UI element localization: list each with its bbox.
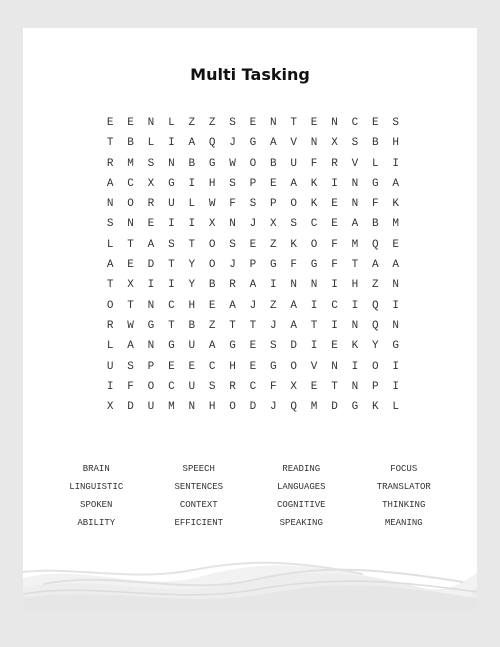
grid-cell: K xyxy=(310,177,318,190)
grid-cell: D xyxy=(147,259,155,272)
grid-cell: L xyxy=(392,401,399,414)
grid-cell: I xyxy=(392,299,399,312)
grid-cell: A xyxy=(371,259,379,272)
grid-cell: O xyxy=(127,198,134,211)
grid-cell: I xyxy=(106,380,114,393)
grid-cell: I xyxy=(310,340,318,353)
grid-cell: Q xyxy=(290,401,298,414)
grid-cell: J xyxy=(229,259,236,272)
grid-cell: N xyxy=(310,279,318,292)
grid-row xyxy=(100,397,406,417)
grid-cell: P xyxy=(270,198,277,211)
grid-cell: L xyxy=(168,117,175,129)
grid-cell: F xyxy=(371,198,379,211)
grid-cell: B xyxy=(188,319,196,332)
grid-cell: G xyxy=(351,401,359,414)
word-list-item: EFFICIENT xyxy=(174,518,224,528)
grid-row xyxy=(100,357,406,377)
grid-cell: G xyxy=(310,259,318,272)
grid-cell: B xyxy=(371,218,379,231)
grid-cell: R xyxy=(106,157,114,170)
grid-cell: A xyxy=(229,299,236,312)
grid-cell: I xyxy=(168,137,175,150)
grid-cell: X xyxy=(290,380,298,393)
grid-cell: N xyxy=(351,198,359,211)
grid-cell: E xyxy=(127,259,134,272)
grid-cell: F xyxy=(270,380,277,393)
grid-cell: V xyxy=(290,137,298,150)
grid-cell: E xyxy=(249,360,257,373)
word-list-item: SPEAKING xyxy=(279,518,323,528)
page-title: Multi Tasking xyxy=(190,65,310,84)
grid-cell: N xyxy=(392,319,399,332)
grid-cell: E xyxy=(331,218,338,231)
word-list-item: COGNITIVE xyxy=(276,500,326,510)
grid-cell: Y xyxy=(188,279,196,292)
grid-cell: E xyxy=(208,299,216,312)
grid-cell: D xyxy=(290,340,298,353)
word-list-item: SENTENCES xyxy=(174,482,224,492)
grid-cell: S xyxy=(229,238,236,251)
grid-cell: J xyxy=(249,218,257,231)
grid-cell: U xyxy=(290,157,298,170)
grid-cell: N xyxy=(351,380,359,393)
grid-cell: I xyxy=(351,360,359,373)
grid-cell: B xyxy=(127,137,134,150)
grid-cell: E xyxy=(188,360,196,373)
grid-cell: E xyxy=(168,360,175,373)
grid-cell: N xyxy=(168,157,175,170)
grid-cell: G xyxy=(270,259,277,272)
grid-cell: P xyxy=(249,259,257,272)
grid-cell: N xyxy=(188,401,196,414)
grid-cell: E xyxy=(249,117,257,129)
grid-cell: G xyxy=(270,360,277,373)
word-list-item: THINKING xyxy=(382,500,426,510)
grid-cell: H xyxy=(392,137,399,150)
grid-row xyxy=(100,377,406,397)
grid-cell: I xyxy=(270,279,277,292)
grid-cell: O xyxy=(290,198,298,211)
grid-cell: F xyxy=(127,380,134,393)
grid-cell: U xyxy=(188,380,196,393)
grid-row xyxy=(100,316,406,336)
grid-cell: G xyxy=(229,340,236,353)
grid-cell: T xyxy=(106,137,114,150)
grid-cell: G xyxy=(249,137,257,150)
grid-cell: N xyxy=(351,319,359,332)
word-list-item: CONTEXT xyxy=(179,500,218,510)
grid-row xyxy=(100,296,406,316)
grid-cell: E xyxy=(392,238,399,251)
grid-cell: T xyxy=(290,117,298,129)
grid-cell: L xyxy=(188,198,196,211)
grid-cell: C xyxy=(331,299,338,312)
grid-cell: J xyxy=(270,319,277,332)
grid-row xyxy=(100,214,406,234)
grid-cell: R xyxy=(331,157,338,170)
grid-cell: I xyxy=(147,279,155,292)
grid-row xyxy=(100,336,406,356)
grid-cell: N xyxy=(147,117,155,129)
grid-cell: R xyxy=(229,279,236,292)
grid-cell: Z xyxy=(270,299,277,312)
grid-cell: D xyxy=(127,401,134,414)
grid-cell: I xyxy=(331,177,338,190)
grid-cell: A xyxy=(106,259,114,272)
grid-cell: N xyxy=(310,137,318,150)
grid-cell: Z xyxy=(188,117,196,129)
grid-cell: F xyxy=(290,259,298,272)
grid-cell: T xyxy=(127,299,134,312)
grid-cell: M xyxy=(168,401,175,414)
grid-cell: O xyxy=(249,157,257,170)
grid-cell: Y xyxy=(371,340,379,353)
grid-cell: M xyxy=(310,401,318,414)
word-list xyxy=(45,460,455,532)
grid-cell: G xyxy=(168,177,175,190)
grid-cell: T xyxy=(168,319,175,332)
grid-cell: A xyxy=(147,238,155,251)
grid-cell: C xyxy=(351,117,359,129)
grid-cell: A xyxy=(392,177,399,190)
grid-cell: S xyxy=(351,137,359,150)
grid-cell: H xyxy=(351,279,359,292)
grid-cell: F xyxy=(331,259,338,272)
grid-cell: E xyxy=(331,340,338,353)
grid-row xyxy=(100,275,406,295)
grid-cell: H xyxy=(208,177,216,190)
grid-row xyxy=(100,154,406,174)
grid-cell: K xyxy=(371,401,379,414)
grid-cell: E xyxy=(331,198,338,211)
grid-cell: K xyxy=(351,340,359,353)
grid-cell: E xyxy=(310,380,318,393)
grid-cell: T xyxy=(127,238,134,251)
grid-cell: O xyxy=(208,238,216,251)
grid-cell: N xyxy=(147,340,155,353)
grid-cell: O xyxy=(371,360,379,373)
grid-cell: R xyxy=(106,319,114,332)
grid-cell: N xyxy=(147,299,155,312)
grid-cell: Z xyxy=(270,238,277,251)
grid-cell: A xyxy=(392,259,399,272)
grid-cell: W xyxy=(208,198,216,211)
word-list-item: READING xyxy=(282,464,321,474)
grid-cell: H xyxy=(188,299,196,312)
grid-cell: L xyxy=(106,238,114,251)
grid-cell: E xyxy=(249,238,257,251)
grid-row xyxy=(100,194,406,214)
grid-cell: C xyxy=(249,380,257,393)
grid-cell: K xyxy=(392,198,399,211)
grid-cell: Q xyxy=(371,299,379,312)
grid-cell: N xyxy=(106,198,114,211)
grid-cell: E xyxy=(147,218,155,231)
grid-cell: E xyxy=(310,117,318,129)
grid-cell: H xyxy=(208,401,216,414)
word-list-item: BRAIN xyxy=(82,464,110,474)
grid-cell: J xyxy=(249,299,257,312)
grid-cell: A xyxy=(208,340,216,353)
grid-cell: G xyxy=(168,340,175,353)
grid-cell: A xyxy=(351,218,359,231)
grid-cell: N xyxy=(229,218,236,231)
grid-cell: K xyxy=(310,198,318,211)
grid-cell: F xyxy=(229,198,236,211)
grid-cell: B xyxy=(208,279,216,292)
grid-cell: Q xyxy=(371,238,379,251)
grid-cell: N xyxy=(290,279,298,292)
grid-cell: S xyxy=(229,177,236,190)
grid-cell: Q xyxy=(208,137,216,150)
worksheet xyxy=(23,28,477,610)
grid-cell: B xyxy=(270,157,277,170)
grid-cell: K xyxy=(290,238,298,251)
grid-cell: E xyxy=(106,117,114,129)
grid-cell: N xyxy=(351,177,359,190)
grid-cell: C xyxy=(208,360,216,373)
grid-cell: C xyxy=(168,380,175,393)
grid-row xyxy=(100,255,406,275)
grid-cell: G xyxy=(392,340,399,353)
grid-cell: L xyxy=(371,157,379,170)
grid-cell: B xyxy=(188,157,196,170)
grid-cell: E xyxy=(270,177,277,190)
word-list-item: TRANSLATOR xyxy=(376,482,431,492)
grid-cell: P xyxy=(147,360,155,373)
grid-cell: A xyxy=(188,137,196,150)
grid-cell: T xyxy=(168,259,175,272)
grid-cell: X xyxy=(270,218,277,231)
grid-cell: Z xyxy=(208,319,216,332)
grid-cell: V xyxy=(310,360,318,373)
grid-cell: F xyxy=(310,157,318,170)
grid-cell: C xyxy=(168,299,175,312)
word-list-item: ABILITY xyxy=(77,518,116,528)
grid-cell: H xyxy=(229,360,236,373)
grid-cell: X xyxy=(147,177,155,190)
grid-cell: S xyxy=(208,380,216,393)
grid-cell: Z xyxy=(208,117,216,129)
grid-cell: E xyxy=(371,117,379,129)
grid-row xyxy=(100,113,406,133)
grid-cell: C xyxy=(127,177,134,190)
grid-cell: X xyxy=(106,401,114,414)
grid-row xyxy=(100,133,406,153)
grid-cell: G xyxy=(147,319,155,332)
grid-cell: T xyxy=(188,238,196,251)
grid-cell: U xyxy=(168,198,175,211)
grid-row xyxy=(100,235,406,255)
grid-cell: S xyxy=(270,340,277,353)
grid-cell: I xyxy=(168,279,175,292)
grid-cell: A xyxy=(290,177,298,190)
grid-cell: O xyxy=(290,360,298,373)
grid-cell: T xyxy=(331,380,338,393)
grid-cell: T xyxy=(106,279,114,292)
grid-cell: I xyxy=(392,360,399,373)
grid-cell: T xyxy=(310,319,318,332)
grid-cell: S xyxy=(229,117,236,129)
grid-cell: I xyxy=(188,177,196,190)
grid-cell: X xyxy=(331,137,338,150)
word-list-item: LANGUAGES xyxy=(276,482,326,492)
word-list-item: LINGUISTIC xyxy=(69,482,124,492)
grid-cell: U xyxy=(147,401,155,414)
word-list-item: SPEECH xyxy=(182,464,215,474)
grid-cell: S xyxy=(147,157,155,170)
grid-cell: P xyxy=(371,380,379,393)
grid-cell: O xyxy=(147,380,155,393)
grid-cell: M xyxy=(351,238,359,251)
grid-cell: O xyxy=(310,238,318,251)
grid-cell: M xyxy=(127,157,134,170)
grid-cell: S xyxy=(106,218,114,231)
grid-cell: G xyxy=(371,177,379,190)
grid-cell: A xyxy=(270,137,277,150)
grid-cell: Z xyxy=(371,279,379,292)
grid-cell: O xyxy=(229,401,236,414)
grid-cell: J xyxy=(270,401,277,414)
grid-cell: P xyxy=(249,177,257,190)
grid-cell: N xyxy=(127,218,134,231)
grid-cell: S xyxy=(249,198,257,211)
grid-cell: A xyxy=(290,299,298,312)
grid-cell: G xyxy=(208,157,216,170)
grid-cell: I xyxy=(331,319,338,332)
grid-cell: R xyxy=(229,380,236,393)
grid-cell: E xyxy=(249,340,257,353)
grid-cell: W xyxy=(127,319,134,332)
grid-cell: A xyxy=(249,279,257,292)
grid-cell: T xyxy=(229,319,236,332)
word-list-item: SPOKEN xyxy=(80,500,113,510)
grid-cell: W xyxy=(229,157,236,170)
grid-cell: S xyxy=(127,360,134,373)
grid-cell: U xyxy=(106,360,114,373)
grid-cell: X xyxy=(127,279,134,292)
grid-cell: X xyxy=(208,218,216,231)
grid-cell: I xyxy=(168,218,175,231)
grid-cell: Q xyxy=(371,319,379,332)
grid-cell: A xyxy=(106,177,114,190)
grid-cell: M xyxy=(392,218,399,231)
grid-cell: I xyxy=(392,157,399,170)
grid-cell: I xyxy=(392,380,399,393)
grid-cell: I xyxy=(331,279,338,292)
grid-cell: L xyxy=(106,340,114,353)
letter-grid xyxy=(100,113,406,417)
grid-cell: T xyxy=(249,319,257,332)
grid-cell: A xyxy=(127,340,134,353)
grid-cell: C xyxy=(310,218,318,231)
grid-cell: T xyxy=(351,259,359,272)
grid-cell: F xyxy=(331,238,338,251)
grid-cell: J xyxy=(229,137,236,150)
word-list-item: MEANING xyxy=(384,518,423,528)
grid-cell: D xyxy=(331,401,338,414)
grid-cell: S xyxy=(168,238,175,251)
grid-cell: S xyxy=(392,117,399,129)
grid-cell: S xyxy=(290,218,298,231)
grid-cell: I xyxy=(351,299,359,312)
grid-cell: D xyxy=(249,401,257,414)
grid-cell: V xyxy=(351,157,359,170)
grid-cell: U xyxy=(188,340,196,353)
grid-cell: N xyxy=(331,117,338,129)
grid-cell: L xyxy=(147,137,155,150)
grid-cell: R xyxy=(147,198,155,211)
grid-cell: I xyxy=(188,218,196,231)
grid-cell: N xyxy=(270,117,277,129)
grid-cell: N xyxy=(331,360,338,373)
grid-cell: Y xyxy=(188,259,196,272)
grid-cell: N xyxy=(392,279,399,292)
grid-cell: A xyxy=(290,319,298,332)
grid-cell: B xyxy=(371,137,379,150)
grid-cell: O xyxy=(208,259,216,272)
grid-cell: I xyxy=(310,299,318,312)
grid-row xyxy=(100,174,406,194)
decorative-waves xyxy=(23,558,477,610)
word-list-item: FOCUS xyxy=(390,464,418,474)
grid-cell: O xyxy=(106,299,114,312)
grid-cell: E xyxy=(127,117,134,129)
